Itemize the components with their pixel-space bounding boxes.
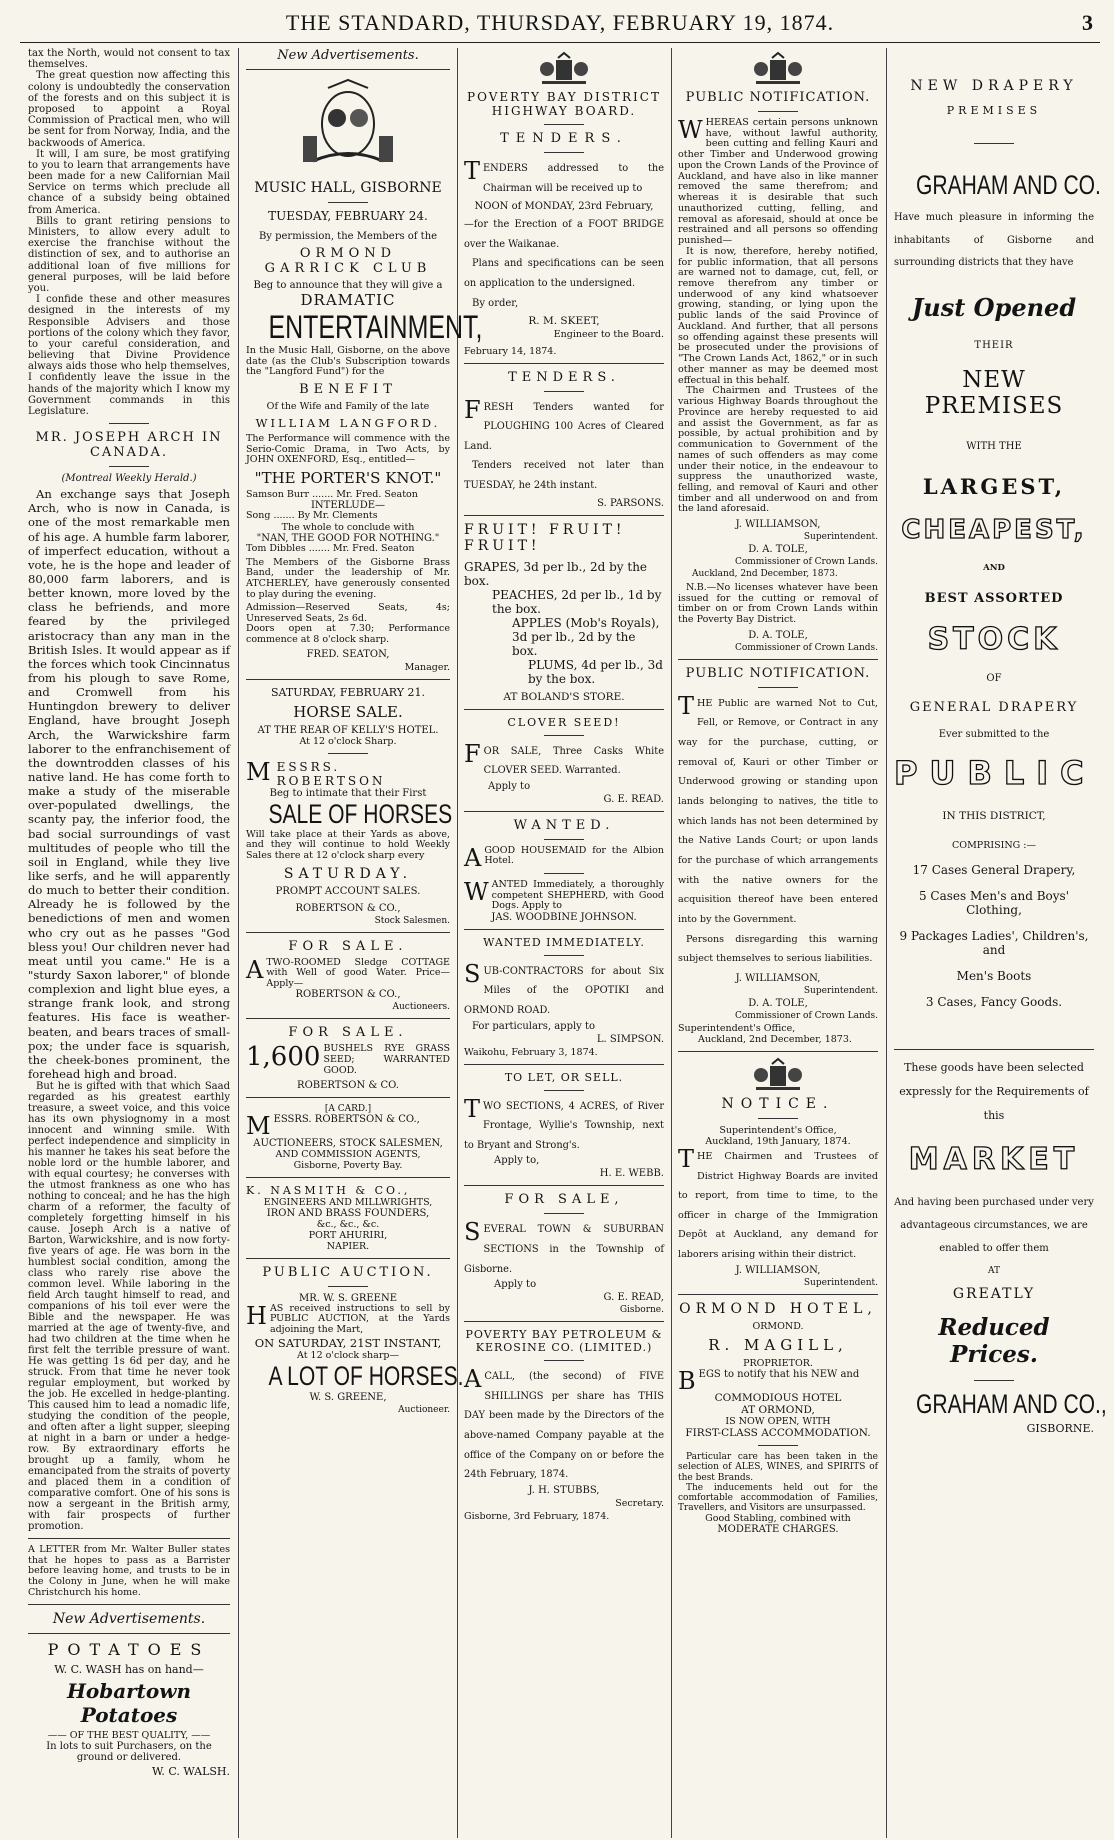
ad-signature: W. S. GREENE, <box>309 1391 387 1403</box>
separator <box>544 1360 584 1361</box>
ad-text: Apply to <box>494 1279 537 1291</box>
ad-headline: FIRST-CLASS ACCOMMODATION. <box>685 1427 871 1440</box>
ad-text: AT THE REAR OF KELLY'S HOTEL. <box>257 724 439 736</box>
notice-text: Persons disregarding this warning subject themselves to serious liabilities. <box>678 933 878 965</box>
ad-headline: MUSIC HALL, GISBORNE <box>254 180 442 196</box>
ad-text: ON SATURDAY, 21ST INSTANT, <box>254 1335 442 1350</box>
ad-text: AT <box>987 1266 1000 1277</box>
drop-cap: W <box>464 877 489 906</box>
separator <box>246 1177 450 1178</box>
separator <box>328 1286 368 1287</box>
ad-text: The Performance will commence with the Serio-Comic Drama, in Two Acts, by JOHN OXENFORD, Esq., entitled— <box>246 432 450 466</box>
ad-signature: ROBERTSON & CO., <box>295 902 401 914</box>
ad-text: &c., &c., &c. <box>316 1218 380 1230</box>
ad-signature: Auctioneer. <box>398 1404 450 1415</box>
ad-headline: WILLIAM LANGFORD. <box>255 415 441 430</box>
newspaper-title: THE STANDARD, THURSDAY, FEBRUARY 19, 1874. <box>285 10 835 35</box>
article-paragraph: But he is gifted with that which Saad regarded as his greatest earthly treasure, a sweet voice, and this voice has its own physiognomy in a most innocent and winning smile. With perfect independence and simplicity in his manner he takes his seat before the noble lord or the humble laborer, and with equal courtesy; he converses with the utmost frankness as one who has nothing to conceal; and he has the high charm of a reformer, the faculty of completely forgetting himself in his cause. Joseph Arch is a native of Barton, Warwickshire, and is now forty-five years of age. He was born in the humblest social condition, among the class who rarely rise above the common level. While laboring in the field Arch taught himself to read, and companions of his toil ever were the Bible and the newspaper. He was married at the age of twenty-five, and had two children at the time when he first felt the terrible pressure of want. He was getting 1s 6d per day, and he struck. From that time he never took regular employment, but worked by the job. He excelled in hedge-planting. This caused him to lead a nomadic life, studying the condition of the people, and often after a light supper, sleeping at night in a barn or under a hedge-row. By extraordinary efforts he brought up a family, whom he emancipated from the straits of poverty and placed them in a condition of comparative comfort. One of his sons is now a sergeant in the British army, with fair prospects of further promotion. <box>28 1081 230 1533</box>
ad-text: Gisborne, Poverty Bay. <box>293 1159 403 1171</box>
ad-text: CALL, (the second) of FIVE SHILLINGS per share has THIS DAY been made by the Directors of the above-named Company payable at the office of the Company on or before the 24th February, 1874. <box>464 1371 664 1481</box>
ad-text: TWO-ROOMED Sledge COTTAGE with Well of good Water. Price— Apply— <box>266 956 450 989</box>
notice-text: It is now, therefore, hereby notified, for public information, that all persons are warned not to damage, cut, fell, or remove therefrom any timber or underwood of any kind whatsoever growing, standing, or lying upon the public lands of the said Province of Auckland. And further, that all persons so offending against these presents will be prosecuted under the provisions of "The Crown Lands Act, 1862," or in such other manner as may be deemed most effectual in this behalf. <box>678 245 878 386</box>
separator <box>28 1538 230 1539</box>
ad-text: Ever submitted to the <box>938 728 1050 740</box>
ad-text: Samson Burr ....... Mr. Fred. Seaton <box>246 488 418 500</box>
article-paragraph: The great question now affecting this colony is undoubtedly the conservation of the forests and on this subject it is proposed to appoint a Royal Commission of Practical men, who will be sent for from Norway, India, and the backwoods of America. <box>28 70 230 149</box>
ad-headline: DRAMATIC <box>300 291 396 309</box>
notice-signature: Commissioner of Crown Lands. <box>734 1010 878 1021</box>
drop-cap: T <box>678 1144 695 1173</box>
ad-signature: Manager. <box>404 661 450 673</box>
separator <box>544 839 584 840</box>
separator <box>974 1380 1014 1381</box>
drop-cap: M <box>246 1112 271 1141</box>
ad-headline: TENDERS. <box>508 369 620 385</box>
separator <box>758 1445 798 1446</box>
ad-headline: NEW DRAPERY <box>910 78 1078 94</box>
article-paragraph: Bills to grant retiring pensions to Ministers, to allow every adult to exercise the franchise without the distinction of sex, and to authorise an additional loan of five millions for general purposes, will be laid before you. <box>28 215 230 294</box>
ad-text: IS NOW OPEN, WITH <box>725 1416 831 1428</box>
ad-text: ORMOND. <box>752 1320 804 1332</box>
ad-text: AND <box>983 562 1005 573</box>
ad-text: In the Music Hall, Gisborne, on the above date (as the Club's Subscription towards the "Langford Fund") for the <box>246 345 450 378</box>
theatre-crest-icon <box>293 76 403 176</box>
notice-text: Auckland, 2nd December, 1873. <box>692 569 838 580</box>
section-heading: New Advertisements. <box>277 48 419 63</box>
column-5 <box>888 48 1107 1838</box>
ad-text: Will take place at their Yards as above, and they will continue to hold Weekly Sales there at 12 o'clock sharp every <box>246 828 450 861</box>
ad-headline: Hobartown Potatoes <box>66 1679 192 1728</box>
separator <box>28 1604 230 1605</box>
drop-cap: A <box>464 843 482 872</box>
ad-signature: FRED. SEATON, <box>306 648 390 660</box>
ad-headline: POVERTY BAY PETROLEUM & <box>465 1328 663 1342</box>
ad-text: Beg to announce that they will give a <box>253 280 443 291</box>
notice-text: N.B.—No licenses whatever have been issued for the cutting or removal of timber on or from Crown Lands within the Poverty Bay District. <box>678 582 878 626</box>
separator <box>544 124 584 125</box>
separator <box>464 929 664 930</box>
ad-headline: TENDERS. <box>500 131 628 146</box>
ad-text: PROPRIETOR. <box>743 1357 813 1369</box>
ad-text: ESSRS. ROBERTSON <box>276 759 386 788</box>
section-heading: New Advertisements. <box>52 1611 206 1628</box>
ad-text: Of the Wife and Family of the late <box>266 400 430 412</box>
drop-cap: T <box>678 691 695 720</box>
ad-headline: SATURDAY. <box>283 865 413 882</box>
ad-headline: LARGEST, <box>922 473 1066 499</box>
separator <box>328 202 368 203</box>
separator <box>678 659 878 660</box>
ad-signature: S. PARSONS. <box>597 497 664 509</box>
ad-headline: Just Opened <box>911 292 1077 322</box>
ad-text: The inducements held out for the comfortable accommodation of Families, Travellers, and Visitors are unsurpassed. <box>678 1482 878 1513</box>
list-item: 9 Packages Ladies', Children's, and <box>899 928 1089 957</box>
ad-text: Tenders received not later than TUESDAY, he 24th instant. <box>464 460 664 491</box>
ad-text: The Members of the Gisborne Brass Band, under the leadership of Mr. ATCHERLEY, have generously consented to play during the evening. <box>246 556 450 600</box>
notice-text: HE Chairmen and Trustees of District Highway Boards are invited to report, from time to time, to the officer in charge of the Immigration Depôt at Auckland, any demand for laborers arising within their district. <box>678 1150 878 1261</box>
ad-text: Doors open at 7.30; Performance commence at 8 o'clock sharp. <box>246 623 450 645</box>
ad-signature: H. E. WEBB. <box>599 1168 664 1180</box>
separator <box>246 679 450 680</box>
ad-headline: SALE OF HORSES <box>268 798 453 829</box>
separator <box>544 1213 584 1214</box>
ad-headline: MARKET <box>908 1142 1080 1178</box>
ad-signature: G. E. READ. <box>603 793 664 805</box>
ad-headline: PUBLIC AUCTION. <box>262 1264 434 1280</box>
notice-signature: Superintendent. <box>803 985 878 996</box>
ad-text: MODERATE CHARGES. <box>717 1523 839 1535</box>
ad-text: Apply to, <box>494 1155 540 1167</box>
drop-cap: M <box>246 757 274 786</box>
notice-signature: Superintendent. <box>803 532 878 543</box>
ad-headline: R. MAGILL, <box>708 1335 848 1354</box>
separator <box>464 363 664 364</box>
separator <box>109 423 149 424</box>
separator <box>464 515 664 516</box>
drop-cap: A <box>464 1365 482 1394</box>
separator <box>678 1051 878 1052</box>
ad-text: THEIR <box>974 339 1014 351</box>
ad-text: ESSRS. ROBERTSON & CO., <box>273 1114 420 1126</box>
notice-text: Auckland, 19th January, 1874. <box>705 1135 851 1147</box>
ad-text: PORT AHURIRI, <box>308 1229 388 1241</box>
notice-text: Auckland, 2nd December, 1873. <box>698 1033 852 1045</box>
ad-headline: A LOT OF HORSES. <box>268 1360 464 1391</box>
ad-headline: "NAN, THE GOOD FOR NOTHING." <box>256 533 440 544</box>
separator <box>28 1633 230 1634</box>
ad-text: Have much pleasure in informing the inhabitants of Gisborne and surrounding districts that they have <box>894 212 1094 269</box>
ad-headline: ENTERTAINMENT, <box>268 309 483 345</box>
ad-headline: "THE PORTER'S KNOT." <box>254 468 442 487</box>
ad-signature: Auctioneers. <box>392 1002 450 1013</box>
page-number: 3 <box>1082 10 1094 35</box>
ad-headline: HIGHWAY BOARD. <box>491 104 637 118</box>
column-rule <box>886 48 887 1838</box>
separator <box>758 111 798 112</box>
notice-signature: J. WILLIAMSON, <box>735 972 821 984</box>
ad-text: Beg to intimate that their First <box>269 787 427 799</box>
ad-headline: FOR SALE. <box>288 938 408 954</box>
separator <box>109 466 149 467</box>
ad-headline: FOR SALE. <box>288 1025 408 1041</box>
ad-text: At 12 o'clock sharp— <box>297 1349 399 1361</box>
list-item: Men's Boots <box>956 968 1032 983</box>
ad-text: RESH Tenders wanted for PLOUGHING 100 Acres of Cleared Land. <box>464 401 664 452</box>
ad-text: AT ORMOND, <box>741 1404 815 1417</box>
ad-text: SATURDAY, FEBRUARY 21. <box>270 685 426 699</box>
ad-headline: FOR SALE, <box>504 1192 624 1208</box>
ad-signature: J. H. STUBBS, <box>528 1484 600 1496</box>
ad-signature: GISBORNE. <box>1026 1422 1094 1436</box>
separator <box>464 1064 664 1065</box>
ad-headline: K. NASMITH & CO., <box>246 1183 411 1197</box>
ad-signature: Engineer to the Board. <box>553 328 664 340</box>
notice-text: Superintendent's Office, <box>719 1124 837 1136</box>
drop-cap: F <box>464 395 481 424</box>
column-4 <box>672 48 884 1838</box>
drop-cap: W <box>678 116 703 144</box>
ad-text: WITH THE <box>966 440 1022 452</box>
separator <box>758 1118 798 1119</box>
ad-text: INTERLUDE— <box>310 500 386 512</box>
ad-text: OR SALE, Three Casks White CLOVER SEED. Warranted. <box>483 745 664 777</box>
ad-text: Gisborne, 3rd February, 1874. <box>464 1510 610 1522</box>
separator <box>678 1294 878 1295</box>
ad-text: PROMPT ACCOUNT SALES. <box>275 885 421 897</box>
ad-text: Good Stabling, combined with <box>705 1512 851 1524</box>
ad-headline: STOCK <box>927 621 1061 657</box>
news-item: A LETTER from Mr. Walter Buller states that he hopes to pass as a Barrister before leaving home, and trusts to be in the Colony in June, when he will make Christchurch his home. <box>28 1544 230 1598</box>
column-3 <box>458 48 670 1838</box>
ad-text: —— OF THE BEST QUALITY, —— <box>47 1730 211 1742</box>
separator <box>544 873 584 874</box>
ad-text: And having been purchased under very advantageous circumstances, we are enabled to offer them <box>894 1197 1094 1255</box>
ad-headline: GRAHAM AND CO., <box>916 1389 1107 1420</box>
ad-text: ENGINEERS AND MILLWRIGHTS, <box>263 1196 433 1208</box>
ad-text: UB-CONTRACTORS for about Six Miles of the OPOTIKI and ORMOND ROAD. <box>464 965 664 1017</box>
ad-headline: CHEAPEST, <box>901 514 1087 545</box>
ad-headline: KEROSINE CO. (LIMITED.) <box>475 1341 653 1355</box>
ad-text: WO SECTIONS, 4 ACRES, of River Frontage, Wyllie's Township, next to Bryant and Strong's. <box>464 1100 664 1151</box>
notice-headline: NOTICE. <box>721 1095 835 1112</box>
ad-text: TUESDAY, FEBRUARY 24. <box>268 209 428 223</box>
ad-signature: L. SIMPSON. <box>596 1033 664 1045</box>
notice-headline: PUBLIC NOTIFICATION. <box>685 90 871 105</box>
ad-text: EVERAL TOWN & SUBURBAN SECTIONS in the Township of Gisborne. <box>464 1224 664 1275</box>
ad-text: Admission—Reserved Seats, 4s; Unreserved Seats, 2s 6d. <box>246 602 450 624</box>
ad-number: 1,600 <box>246 1042 321 1073</box>
article-paragraph: I confide these and other measures designed in the interests of my Responsible Advisers and those portions of the colony which they favor, to your careful consideration, and believing that Divine Providence always aids those who help themselves, I confidently leave the issue in the hands of the majority which I know my Government commands in this Legislature. <box>28 294 230 417</box>
separator <box>894 1049 1094 1050</box>
drop-cap: S <box>464 1218 481 1247</box>
notice-signature: D. A. TOLE, <box>748 544 808 556</box>
ad-headline: TO LET, OR SELL. <box>504 1070 624 1084</box>
ad-text: The whole to conclude with <box>281 522 415 533</box>
separator <box>246 1018 450 1019</box>
ad-signature: ROBERTSON & CO. <box>297 1080 399 1092</box>
drop-cap: B <box>678 1366 696 1395</box>
ad-headline: BEST ASSORTED <box>924 590 1064 606</box>
ad-headline: BENEFIT <box>299 381 397 397</box>
drop-cap: S <box>464 959 481 988</box>
ad-text: For particulars, apply to <box>472 1020 596 1032</box>
ad-headline: POVERTY BAY DISTRICT <box>467 90 661 104</box>
ad-text: AND COMMISSION AGENTS, <box>275 1148 421 1160</box>
ad-text: ANTED Immediately, a thoroughly competent SHEPHERD, with Good Dogs. Apply to <box>491 878 664 912</box>
drop-cap: F <box>464 739 481 768</box>
ad-text: Plans and specifications can be seen on application to the undersigned. <box>464 258 664 289</box>
article-paragraph: tax the North, would not consent to tax themselves. <box>28 48 230 71</box>
ad-text: IRON AND BRASS FOUNDERS, <box>266 1207 430 1219</box>
separator <box>246 69 450 70</box>
ad-text: ENDERS addressed to the Chairman will be received up to <box>483 163 664 194</box>
ad-text: At 12 o'clock Sharp. <box>299 735 397 747</box>
article-paragraph: An exchange says that Joseph Arch, who is now in Canada, is one of the most remarkable men of his age. A humble farm laborer, of imperfect education, without a vote, he is the hope and leader of 80,000 farm laborers, and is better known, more loved by the class he befriends, and more feared by the privileged aristocracy than any man in the British Isles. It would appear as if the forces which took Cincinnatus from his plough to save Rome, and Cromwell from his Huntingdon brewery to deliver England, have brought Joseph Arch, the Warwickshire farm laborer to the enfranchisement of the downtrodden classes of his native land. He has come forth to make a study of the miserable over-populated dwellings, the scanty pay, the inferior food, the bad social surroundings of vast multitudes of people who till the soil in England, while they live like serfs, and he will apparently do much to better their condition. Already he is followed by the benedictions of men and women who cry out as he passes "God bless you! Our children never had meat until you came." He is a "sturdy Saxon laborer," of blonde complexion and light blue eyes, a strange frank look, and strong features. His face is weather-beaten, and bears traces of small-pox; the under face is squarish, the cheek-bones prominent, the forehead high and broad. <box>28 487 230 1081</box>
ad-headline: POTATOES <box>47 1640 211 1660</box>
separator <box>464 1321 664 1322</box>
separator <box>464 811 664 812</box>
ad-text: AT BOLAND'S STORE. <box>503 690 625 703</box>
ad-text: EGS to notify that his NEW and <box>698 1368 860 1380</box>
separator <box>246 1258 450 1259</box>
ad-signature: R. M. SKEET, <box>528 314 600 327</box>
list-item: 17 Cases General Drapery, <box>912 862 1076 877</box>
ad-headline: FRUIT! FRUIT! FRUIT! <box>464 521 626 554</box>
ad-text: COMPRISING :— <box>952 839 1036 851</box>
ad-text: PLUMS, 4d per lb., 3d by the box. <box>528 657 663 686</box>
notice-signature: J. WILLIAMSON, <box>735 519 821 531</box>
separator <box>464 1185 664 1186</box>
ad-text: In lots to suit Purchasers, on the ground or delivered. <box>46 1741 212 1764</box>
separator <box>464 709 664 710</box>
ad-text: MR. W. S. GREENE <box>298 1292 398 1304</box>
ad-signature: ROBERTSON & CO., <box>295 989 401 1001</box>
article-headline: MR. JOSEPH ARCH IN CANADA. <box>35 430 223 461</box>
ad-signature: JAS. WOODBINE JOHNSON. <box>491 911 637 923</box>
drop-cap: T <box>464 1094 481 1123</box>
ad-headline: GENERAL DRAPERY <box>909 699 1079 715</box>
separator <box>544 955 584 956</box>
column-rule <box>238 48 239 1838</box>
ad-text: AUCTIONEERS, STOCK SALESMEN, <box>253 1137 443 1149</box>
separator <box>544 735 584 736</box>
column-2 <box>240 48 483 1838</box>
ad-signature: Gisborne. <box>619 1305 664 1316</box>
separator <box>974 143 1014 144</box>
ad-headline: Reduced Prices. <box>938 1314 1050 1369</box>
ad-headline: CLOVER SEED! <box>507 715 621 729</box>
royal-arms-icon <box>750 52 806 86</box>
ad-text: COMMODIOUS HOTEL <box>714 1392 842 1405</box>
ad-text: By order, <box>472 297 519 309</box>
ad-headline: ORMOND GARRICK CLUB <box>264 246 432 276</box>
ad-text: NOON of MONDAY, 23rd February, <box>474 201 654 213</box>
royal-arms-icon <box>750 1058 806 1092</box>
ad-text: —for the Erection of a FOOT BRIDGE over the Waikanae. <box>464 219 664 250</box>
ad-headline: WANTED IMMEDIATELY. <box>483 935 645 949</box>
ad-headline: PREMISES <box>946 104 1042 117</box>
ad-headline: ORMOND HOTEL, <box>679 1300 877 1317</box>
ad-signature: G. E. READ, <box>603 1292 664 1304</box>
notice-signature: D. A. TOLE, <box>748 997 808 1009</box>
notice-signature: Commissioner of Crown Lands. <box>734 557 878 568</box>
ad-text: W. C. WASH has on hand— <box>54 1663 204 1677</box>
ad-text: OF <box>986 672 1002 684</box>
separator <box>544 1090 584 1091</box>
drop-cap: T <box>464 157 481 185</box>
masthead <box>20 8 1100 38</box>
ad-signature: W. C. WALSH. <box>151 1765 230 1779</box>
ad-text: GOOD HOUSEMAID for the Albion Hotel. <box>484 844 664 867</box>
notice-headline: PUBLIC NOTIFICATION. <box>685 665 871 681</box>
separator <box>544 152 584 153</box>
ad-text: IN THIS DISTRICT, <box>942 809 1046 822</box>
ad-text: PEACHES, 2d per lb., 1d by the box. <box>492 587 662 616</box>
separator <box>328 753 368 754</box>
drop-cap: H <box>246 1301 267 1330</box>
notice-signature: J. WILLIAMSON, <box>735 1264 821 1276</box>
ad-text: These goods have been selected expressly for the Requirements of this <box>899 1060 1089 1122</box>
notice-text: The Chairmen and Trustees of the various Highway Boards throughout the Province are hereby requested to aid and assist the Government, as far as possible, by actual prohibition and by communication to Government of the names of such offenders as may come under their notice, in the endeavour to suppress the unauthorized waste, felling, and removal of Kauri and other timber and all underwood on and from the land aforesaid. <box>678 385 878 515</box>
ad-text: February 14, 1874. <box>464 345 557 357</box>
ad-text: Song ....... By Mr. Clements <box>246 510 378 522</box>
ad-headline: PUBLIC <box>894 753 1096 792</box>
list-item: 5 Cases Men's and Boys' Clothing, <box>918 888 1070 917</box>
notice-text: HE Public are warned Not to Cut, Fell, or Remove, or Contract in any way for the purchase, cutting, or removal of, Kauri or other Timber or Underwood growing or standing upon lands belonging to natives, the title to which lands has not been determined by the Native Lands Court; or upon lands for the purchase of which arrangements with the native owners for the acquisition thereof have been entered into by the Government. <box>678 697 878 925</box>
ad-text: AS received instructions to sell by PUBLIC AUCTION, at the Yards adjoining the Mart, <box>269 1302 450 1336</box>
drop-cap: A <box>246 955 264 984</box>
notice-signature: Commissioner of Crown Lands. <box>734 642 878 653</box>
masthead-rule <box>20 42 1100 43</box>
ad-signature: Secretary. <box>615 1497 664 1509</box>
ad-text: Waikohu, February 3, 1874. <box>464 1046 598 1058</box>
separator <box>246 1097 450 1098</box>
ad-text: By permission, the Members of the <box>258 231 438 242</box>
ad-headline: GREATLY <box>952 1286 1036 1303</box>
ad-headline: WANTED. <box>513 817 615 833</box>
ad-text: [A CARD.] <box>324 1104 372 1115</box>
ad-headline: GRAHAM AND CO. <box>916 170 1101 200</box>
ad-headline: HORSE SALE. <box>293 702 403 721</box>
ad-text: APPLES (Mob's Royals), 3d per lb., 2d by the box. <box>512 615 660 658</box>
article-paragraph: It will, I am sure, be most gratifying to you to learn that arrangements have been made for a new Californian Mail Service on terms which preclude all chance of a subsidy being obtained from America. <box>28 148 230 216</box>
ad-text: Tom Dibbles ....... Mr. Fred. Seaton <box>246 543 415 554</box>
separator <box>246 932 450 933</box>
article-source: (Montreal Weekly Herald.) <box>61 473 197 485</box>
separator <box>758 687 798 688</box>
notice-signature: D. A. TOLE, <box>748 629 808 641</box>
ad-text: GRAPES, 3d per lb., 2d by the box. <box>464 559 648 588</box>
list-item: 3 Cases, Fancy Goods. <box>925 994 1063 1009</box>
ad-text: Apply to <box>488 780 531 792</box>
notice-signature: Superintendent. <box>803 1277 878 1288</box>
notice-text: HEREAS certain persons unknown have, without lawful authority, been cutting and felling Kauri and other Timber and Underwood growing upon the Crown Lands of the Province of Auckland, and have also in like manner removed the same therefrom; and whereas it is desirable that such unauthorized cutting, felling, and removal as aforesaid, should at once be restrained and all persons so offending punished— <box>678 117 878 247</box>
ad-text: Particular care has been taken in the selection of ALES, WINES, and SPIRITS of the best Brands. <box>678 1452 878 1483</box>
separator <box>544 391 584 392</box>
ad-text: NAPIER. <box>326 1240 370 1252</box>
notice-text: Superintendent's Office, <box>678 1022 796 1034</box>
royal-arms-icon <box>536 52 592 86</box>
ad-text: BUSHELS RYE GRASS SEED; WARRANTED GOOD. <box>323 1043 450 1076</box>
ad-signature: Stock Salesmen. <box>374 915 450 926</box>
ad-headline: NEW PREMISES <box>924 366 1064 419</box>
column-1 <box>22 48 236 1838</box>
